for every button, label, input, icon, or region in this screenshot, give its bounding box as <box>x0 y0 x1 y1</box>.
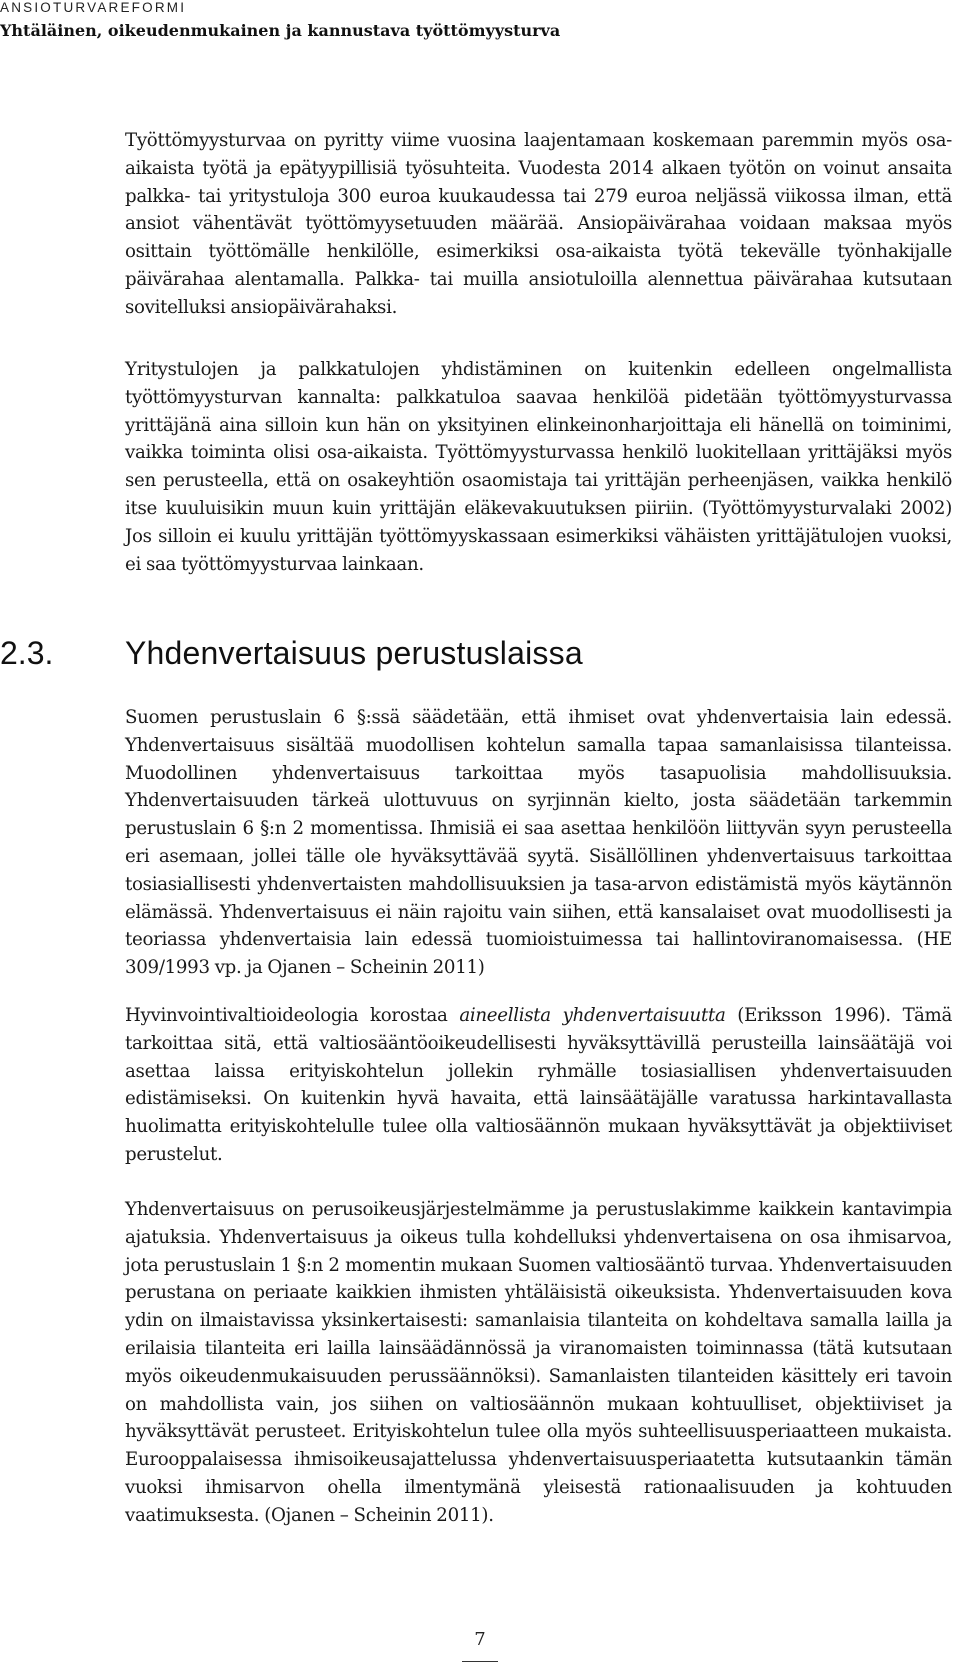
paragraph-2: Yritystulojen ja palkkatulojen yhdistäminen on kuitenkin edelleen ongelmallista työttömyysturvan kannalta: palkkatuloa saavaa henkilöä pidetään työttömyysturvassa yrittäjänä aina silloin kun hän on yksityinen elinkeinonharjoittaja eli hänellä on toiminimi, vaikka toiminta olisi osa-aikaista. Työttömyysturvassa henkilö luokitellaan yrittäjäksi myös sen perusteella, että on osakeyhtiön osaomistaja tai yrittäjän perheenjäsen, vaikka henkilö itse kuuluisikin muun kuin yrittäjän eläkevakuutuksen piiriin. (Työttömyysturvalaki 2002) Jos silloin ei kuulu yrittäjän työttömyyskassaan esimerkiksi vähäisten yrittäjätulojen vuoksi, ei saa työttömyysturvaa lainkaan. <box>125 359 952 575</box>
paragraph-5: Yhdenvertaisuus on perusoikeusjärjestelmämme ja perustuslakimme kaikkein kantavimpia ajatuksia. Yhdenvertaisuus ja oikeus tulla kohdelluksi yhdenvertaisena on osa ihmisarvoa, jota perustuslain 1 §:n 2 momentin mukaan Suomen valtiosääntö turvaa. Yhdenvertaisuuden perustana on periaate kaikkien ihmisten yhtäläisistä oikeuksista. Yhdenvertaisuuden kova ydin on ilmaistavissa yksinkertaisesti: samanlaisia tilanteita on kohdeltava samalla lailla ja erilaisia tilanteita eri lailla lainsäädännössä ja viranomaisten toiminnassa (tätä kutsutaan myös oikeudenmukaisuuden perussäännöksi). Samanlaisten tilanteiden käsittely eri tavoin on mahdollista vain, jos siihen on valtiosäännön mukaan kohtuulliset, objektiiviset ja hyväksyttävät perusteet. Erityiskohtelun tulee olla myös suhteellisuusperiaatteen mukaista. Eurooppalaisessa ihmisoikeusajattelussa yhdenvertaisuusperiaatetta kutsutaankin tämän vuoksi ihmisarvon ohella ilmentymänä yleisestä rationaalisuuden ja kohtuuden vaatimuksesta. (Ojanen – Scheinin 2011). <box>125 1199 952 1526</box>
paragraph-4 <box>125 1002 952 1169</box>
section-number: 2.3. <box>0 635 54 671</box>
paragraph-3: Suomen perustuslain 6 §:ssä säädetään, että ihmiset ovat yhdenvertaisia lain edessä. Yhdenvertaisuus sisältää muodollisen kohtelun samalla tapaa samanlaisissa tilanteissa. Muodollinen yhdenvertaisuus tarkoittaa myös tasapuolisia mahdollisuuksia. Yhdenvertaisuuden tärkeä ulottuvuus on syrjinnän kielto, josta säädetään tarkemmin perustuslain 6 §:n 2 momentissa. Ihmisiä ei saa asettaa henkilöön liittyvän syyn perusteella eri asemaan, jollei tälle ole hyväksyttävää syytä. Sisällöllinen yhdenvertaisuus tarkoittaa tosiasiallisesti yhdenvertaisten mahdollisuuksien ja tasa-arvon edistämistä myös käytännön elämässä. Yhdenvertaisuus ei näin rajoitu vain siihen, että kansalaiset ovat muodollisesti ja teoriassa yhdenvertaisia lain edessä tuomioistuimessa tai hallintoviranomaisessa. (HE 309/1993 vp. ja Ojanen – Scheinin 2011) <box>125 707 952 979</box>
paragraph-4-start: Hyvinvointivaltioideologia korostaa <box>125 1005 460 1026</box>
section-title: Yhdenvertaisuus perustuslaissa <box>125 635 583 671</box>
document-title: Yhtäläinen, oikeudenmukainen ja kannustava työttömyysturva <box>0 21 561 40</box>
paragraph-4-emphasis: aineellista yhdenvertaisuutta <box>459 1005 726 1026</box>
paragraph-1: Työttömyysturvaa on pyritty viime vuosina laajentamaan koskemaan paremmin myös osa-aikaista työtä ja epätyypillisiä työsuhteita. Vuodesta 2014 alkaen työtön on voinut ansaita palkka- tai yritystuloja 300 euroa kuukaudessa tai 279 euroa neljässä viikossa ilman, että ansiot vähentävät työttömyysetuuden määrää. Ansiopäivärahaa voidaan maksaa myös osittain työttömälle henkilölle, esimerkiksi osa-aikaista työtä tekevälle työnhakijalle päivärahaa alentamalla. Palkka- tai muilla ansiotuloilla alennettua päivärahaa kutsutaan sovitelluksi ansiopäivärahaksi. <box>125 130 952 318</box>
page-number: 7 <box>474 1629 486 1650</box>
paragraph-4-end: (Eriksson 1996). Tämä tarkoittaa sitä, että valtiosääntöoikeudellisesti hyväksyttävillä perusteilla lainsäätäjä voi asettaa laissa erityiskohtelun jollekin ryhmälle tosiasiallisen yhdenvertaisuuden edistämiseksi. On kuitenkin hyvä havaita, että lainsäätäjälle varatussa harkintavallasta huolimatta erityiskohtelulle tulee olla valtiosäännön mukaan hyväksyttävät ja objektiiviset perustelut. <box>125 1005 953 1165</box>
page-number-rule <box>462 1661 498 1662</box>
series-label: ANSIOTURVAREFORMI <box>0 0 187 15</box>
running-header <box>0 0 960 43</box>
